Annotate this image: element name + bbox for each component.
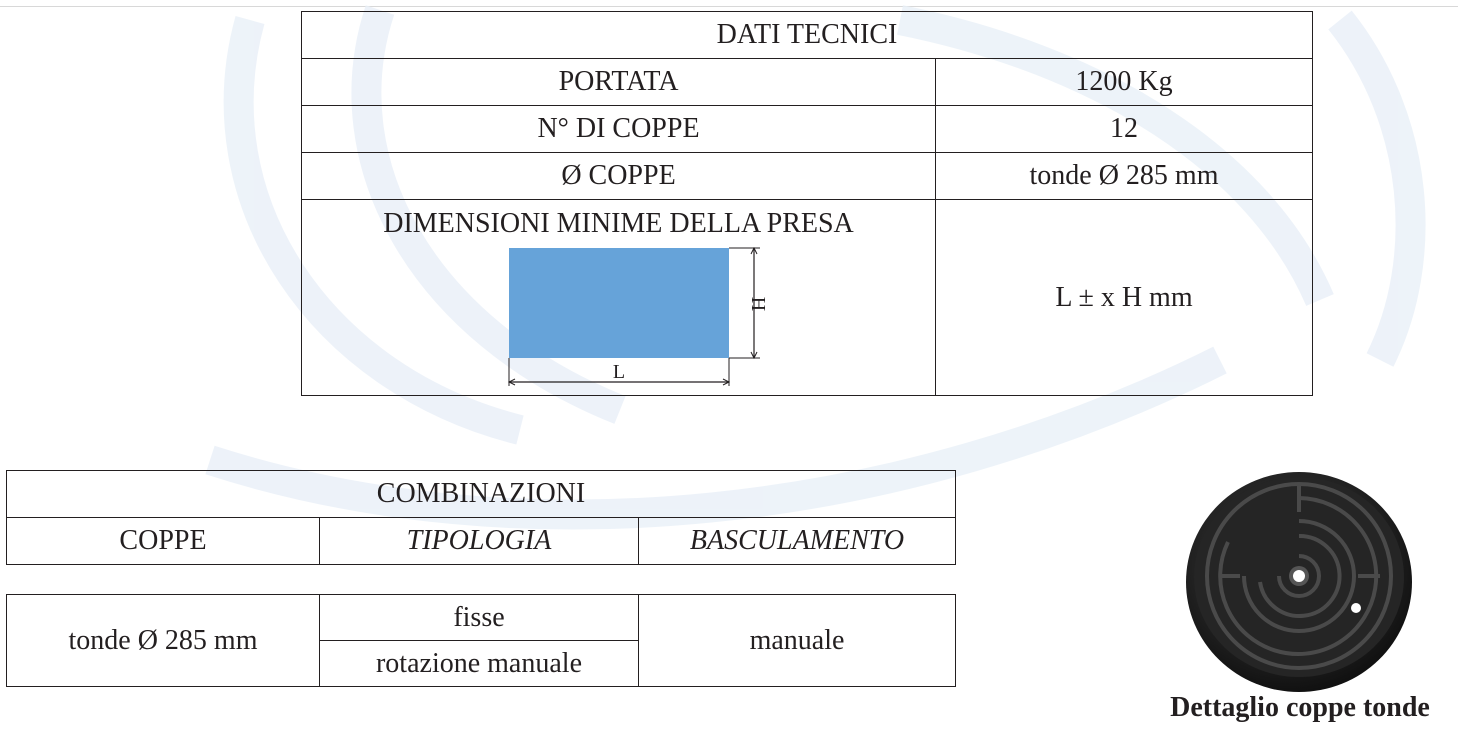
cup-count-value: 12 bbox=[936, 106, 1313, 153]
cup-count-label: N° DI COPPE bbox=[302, 106, 936, 153]
basculamento-value: manuale bbox=[639, 595, 956, 687]
portata-value: 1200 Kg bbox=[936, 59, 1313, 106]
tipologia-value-rotation: rotazione manuale bbox=[320, 641, 639, 687]
combinations-body-table bbox=[6, 594, 956, 687]
suction-cup-image bbox=[1184, 472, 1416, 694]
cup-image-caption: Dettaglio coppe tonde bbox=[1170, 692, 1430, 723]
cup-diameter-label: Ø COPPE bbox=[302, 153, 936, 200]
coppe-value: tonde Ø 285 mm bbox=[7, 595, 320, 687]
table-row bbox=[7, 595, 956, 641]
tipologia-value-fixed: fisse bbox=[320, 595, 639, 641]
header-coppe: COPPE bbox=[7, 518, 320, 565]
table-row bbox=[302, 200, 1313, 396]
header-tipologia: TIPOLOGIA bbox=[320, 518, 639, 565]
dimensions-value: L ± x H mm bbox=[936, 200, 1313, 396]
dimensions-cell bbox=[302, 200, 936, 396]
technical-data-table bbox=[301, 11, 1313, 396]
dimensions-label: DIMENSIONI MINIME DELLA PRESA bbox=[383, 208, 854, 239]
dimensions-diagram bbox=[502, 244, 772, 394]
tech-table-title: DATI TECNICI bbox=[302, 12, 1313, 59]
cup-diameter-value: tonde Ø 285 mm bbox=[936, 153, 1313, 200]
height-mark: H bbox=[747, 296, 769, 312]
combinations-title: COMBINAZIONI bbox=[7, 471, 956, 518]
header-basculamento: BASCULAMENTO bbox=[639, 518, 956, 565]
table-row bbox=[302, 106, 1313, 153]
combinations-header-table bbox=[6, 470, 956, 565]
table-row bbox=[302, 59, 1313, 106]
length-mark: L bbox=[612, 361, 626, 383]
grip-area-rect bbox=[509, 248, 729, 358]
table-row bbox=[302, 153, 1313, 200]
portata-label: PORTATA bbox=[302, 59, 936, 106]
